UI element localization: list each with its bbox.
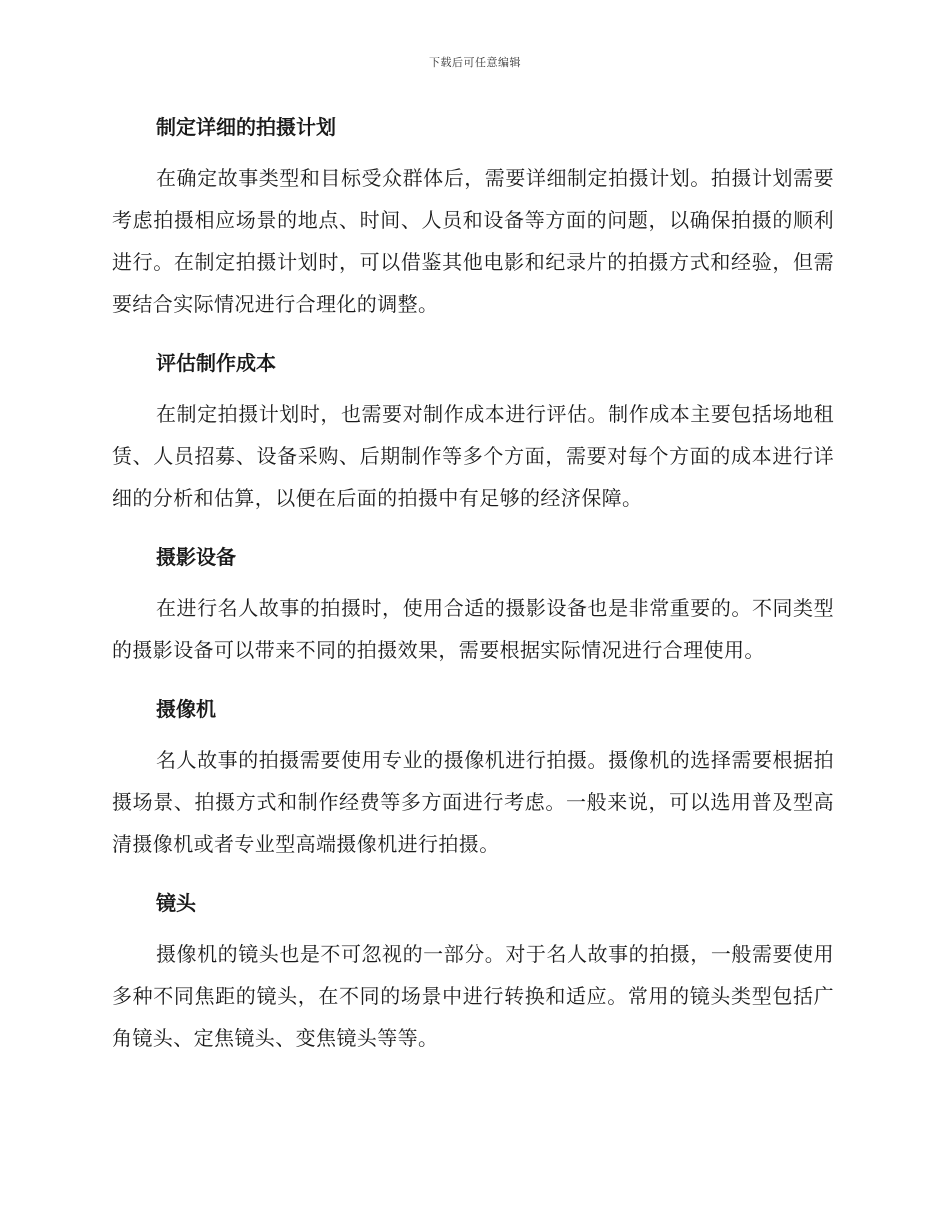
- section-heading-shooting-plan: 制定详细的拍摄计划: [156, 115, 336, 139]
- section-heading-photography-equipment: 摄影设备: [156, 545, 236, 569]
- section-body-shooting-plan: 在确定故事类型和目标受众群体后，需要详细制定拍摄计划。拍摄计划需要考虑拍摄相应场景的地点、时间、人员和设备等方面的问题，以确保拍摄的顺利进行。在制定拍摄计划时，可以借鉴其他电影和纪录片的拍摄方式和经验，但需要结合实际情况进行合理化的调整。: [112, 166, 834, 316]
- spacer: [112, 724, 834, 739]
- spacer: [112, 671, 834, 694]
- spacer: [112, 865, 834, 888]
- section-heading-production-cost: 评估制作成本: [156, 351, 276, 375]
- section-body-production-cost: 在制定拍摄计划时，也需要对制作成本进行评估。制作成本主要包括场地租赁、人员招募、设备采购、后期制作等多个方面，需要对每个方面的成本进行详细的分析和估算，以便在后面的拍摄中有足够的经济保障。: [112, 402, 834, 510]
- spacer: [112, 918, 834, 933]
- section-body-camera: 名人故事的拍摄需要使用专业的摄像机进行拍摄。摄像机的选择需要根据拍摄场景、拍摄方式和制作经费等多方面进行考虑。一般来说，可以选用普及型高清摄像机或者专业型高端摄像机进行拍摄。: [112, 748, 834, 856]
- spacer: [112, 142, 834, 157]
- section-body-lens: 摄像机的镜头也是不可忽视的一部分。对于名人故事的拍摄，一般需要使用多种不同焦距的镜头，在不同的场景中进行转换和适应。常用的镜头类型包括广角镜头、定焦镜头、变焦镜头等等。: [112, 942, 834, 1050]
- section-heading-lens: 镜头: [156, 891, 196, 915]
- spacer: [112, 572, 834, 587]
- document-content: [112, 112, 834, 1059]
- spacer: [112, 519, 834, 542]
- section-body-photography-equipment: 在进行名人故事的拍摄时，使用合适的摄影设备也是非常重要的。不同类型的摄影设备可以带来不同的拍摄效果，需要根据实际情况进行合理使用。: [112, 596, 834, 662]
- spacer: [112, 325, 834, 348]
- page-header: 下载后可任意编辑: [429, 56, 521, 69]
- section-heading-camera: 摄像机: [156, 697, 216, 721]
- spacer: [112, 378, 834, 393]
